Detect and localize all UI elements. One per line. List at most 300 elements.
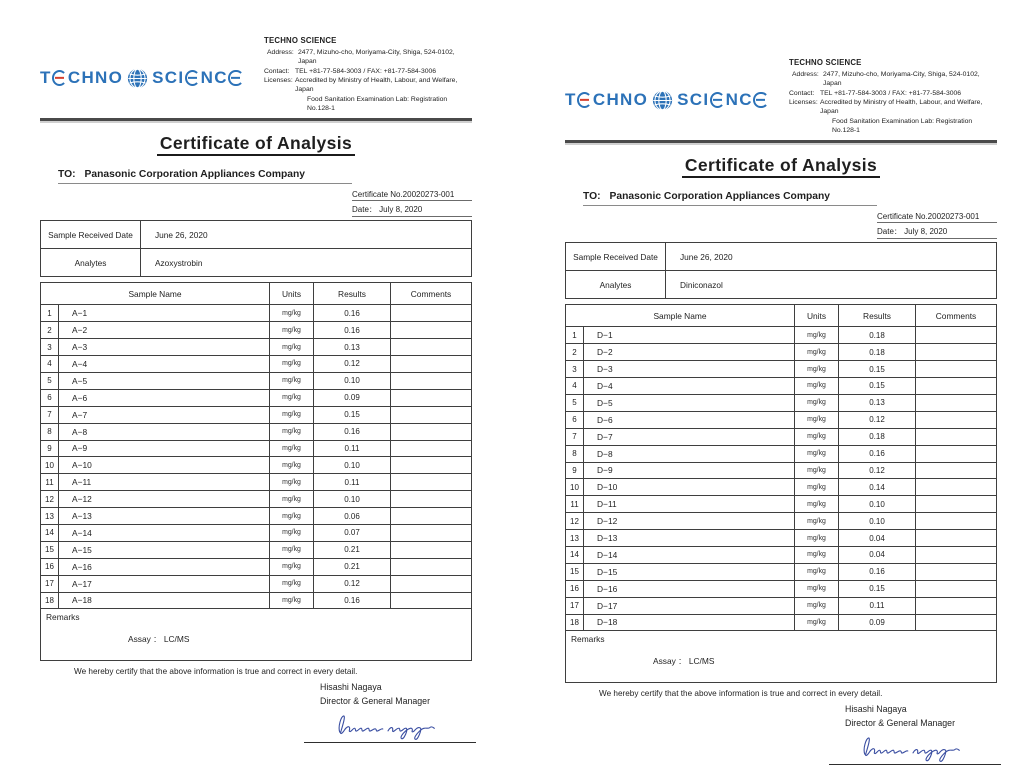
comment-cell	[916, 428, 997, 445]
units-cell: mg/kg	[270, 592, 314, 609]
result-cell: 0.21	[314, 558, 391, 575]
row-number: 9	[41, 440, 59, 457]
sample-name-cell: D−16	[584, 580, 795, 597]
units-cell: mg/kg	[795, 496, 839, 513]
result-cell: 0.15	[314, 406, 391, 423]
result-cell: 0.10	[314, 491, 391, 508]
sample-name-cell: A−16	[59, 558, 270, 575]
comment-cell	[916, 462, 997, 479]
row-number: 16	[566, 580, 584, 597]
sample-info-table	[40, 220, 472, 277]
licenses-label: Licenses:	[264, 76, 293, 84]
table-row	[566, 580, 997, 597]
header-rule	[40, 118, 472, 121]
table-row	[566, 462, 997, 479]
comment-cell	[391, 508, 472, 525]
techno-science-logo	[40, 43, 244, 113]
result-cell: 0.11	[314, 440, 391, 457]
header-comments: Comments	[916, 305, 997, 327]
table-row	[41, 305, 472, 322]
result-cell: 0.14	[839, 479, 916, 496]
table-row	[41, 541, 472, 558]
sample-name-cell: D−6	[584, 411, 795, 428]
comment-cell	[391, 575, 472, 592]
result-cell: 0.12	[314, 575, 391, 592]
sample-name-cell: A−12	[59, 491, 270, 508]
units-cell: mg/kg	[795, 327, 839, 344]
units-cell: mg/kg	[795, 479, 839, 496]
table-row	[41, 474, 472, 491]
result-cell: 0.16	[314, 592, 391, 609]
result-cell: 0.18	[839, 428, 916, 445]
table-row	[41, 406, 472, 423]
header-units: Units	[270, 283, 314, 305]
result-cell: 0.04	[839, 546, 916, 563]
units-cell: mg/kg	[795, 546, 839, 563]
result-cell: 0.16	[314, 322, 391, 339]
comment-cell	[391, 372, 472, 389]
sample-name-cell: D−11	[584, 496, 795, 513]
comment-cell	[391, 558, 472, 575]
remarks-box	[40, 609, 472, 661]
table-row	[41, 491, 472, 508]
table-row	[566, 361, 997, 378]
result-cell: 0.09	[314, 389, 391, 406]
sample-name-cell: A−18	[59, 592, 270, 609]
sample-name-cell: D−15	[584, 563, 795, 580]
comment-cell	[391, 322, 472, 339]
row-number: 3	[41, 339, 59, 356]
certificate-meta	[40, 187, 472, 217]
table-row	[566, 327, 997, 344]
table-row	[566, 428, 997, 445]
comment-cell	[916, 394, 997, 411]
result-cell: 0.15	[839, 580, 916, 597]
signer-title: Director & General Manager	[320, 696, 431, 707]
units-cell: mg/kg	[795, 361, 839, 378]
logo-epsilon-icon	[52, 70, 67, 86]
row-number: 10	[566, 479, 584, 496]
sample-info-table	[565, 242, 997, 299]
units-cell: mg/kg	[270, 474, 314, 491]
sample-name-cell: A−14	[59, 524, 270, 541]
to-label: TO:	[583, 191, 601, 203]
sample-name-cell: A−1	[59, 305, 270, 322]
sample-name-cell: D−17	[584, 597, 795, 614]
comment-cell	[916, 344, 997, 361]
row-number: 1	[41, 305, 59, 322]
table-row	[566, 479, 997, 496]
signer-title: Director & General Manager	[845, 718, 956, 729]
header-rule	[565, 140, 997, 143]
sample-name-cell: A−3	[59, 339, 270, 356]
info-row	[41, 249, 472, 277]
comment-cell	[391, 440, 472, 457]
units-cell: mg/kg	[270, 575, 314, 592]
result-cell: 0.06	[314, 508, 391, 525]
handwritten-signature-icon	[304, 712, 472, 742]
sample-name-cell: D−2	[584, 344, 795, 361]
comment-cell	[391, 592, 472, 609]
table-row	[41, 356, 472, 373]
signature	[829, 734, 1001, 765]
table-row	[41, 575, 472, 592]
comment-cell	[916, 597, 997, 614]
sample-name-cell: A−11	[59, 474, 270, 491]
header-sample-name: Sample Name	[566, 305, 795, 327]
table-row	[566, 445, 997, 462]
page-title: Certificate of Analysis	[40, 133, 472, 154]
result-cell: 0.18	[839, 344, 916, 361]
units-cell: mg/kg	[270, 406, 314, 423]
comment-cell	[916, 445, 997, 462]
letterhead-company: TECHNO SCIENCE	[264, 36, 337, 45]
units-cell: mg/kg	[795, 580, 839, 597]
comment-cell	[391, 305, 472, 322]
result-cell: 0.12	[839, 462, 916, 479]
row-number: 7	[566, 428, 584, 445]
letterhead	[40, 34, 472, 113]
row-number: 8	[41, 423, 59, 440]
header-units: Units	[795, 305, 839, 327]
logo-epsilon-icon	[185, 70, 200, 86]
units-cell: mg/kg	[795, 344, 839, 361]
result-cell: 0.10	[839, 513, 916, 530]
units-cell: mg/kg	[270, 558, 314, 575]
units-cell: mg/kg	[795, 445, 839, 462]
row-number: 1	[566, 327, 584, 344]
info-value: Azoxystrobin	[141, 249, 472, 277]
units-cell: mg/kg	[270, 541, 314, 558]
header-results: Results	[314, 283, 391, 305]
row-number: 14	[41, 524, 59, 541]
row-number: 18	[566, 614, 584, 631]
sample-name-cell: D−12	[584, 513, 795, 530]
units-cell: mg/kg	[270, 457, 314, 474]
row-number: 5	[566, 394, 584, 411]
row-number: 15	[41, 541, 59, 558]
globe-icon	[652, 90, 673, 111]
table-row	[41, 339, 472, 356]
units-cell: mg/kg	[270, 339, 314, 356]
logo-epsilon-icon	[228, 70, 243, 86]
table-row	[41, 457, 472, 474]
result-cell: 0.04	[839, 530, 916, 547]
sample-name-cell: A−7	[59, 406, 270, 423]
row-number: 4	[566, 378, 584, 395]
result-cell: 0.15	[839, 361, 916, 378]
remarks-label: Remarks	[571, 634, 605, 645]
licenses-value-2: Food Sanitation Examination Lab: Registration No.128-1	[307, 95, 448, 112]
table-row	[566, 394, 997, 411]
row-number: 13	[566, 530, 584, 547]
info-value: June 26, 2020	[666, 243, 997, 271]
units-cell: mg/kg	[270, 389, 314, 406]
remarks-assay: Assay ： LC/MS	[653, 656, 715, 667]
table-row	[566, 546, 997, 563]
comment-cell	[916, 580, 997, 597]
info-row	[566, 271, 997, 299]
result-cell: 0.09	[839, 614, 916, 631]
contact-label: Contact:	[789, 89, 815, 97]
units-cell: mg/kg	[795, 597, 839, 614]
units-cell: mg/kg	[795, 378, 839, 395]
row-number: 8	[566, 445, 584, 462]
result-cell: 0.16	[314, 423, 391, 440]
sample-name-cell: A−6	[59, 389, 270, 406]
comment-cell	[391, 524, 472, 541]
contact-label: Contact:	[264, 67, 290, 75]
comment-cell	[391, 356, 472, 373]
table-row	[566, 496, 997, 513]
info-label: Analytes	[566, 271, 666, 299]
table-row	[41, 592, 472, 609]
sample-name-cell: D−14	[584, 546, 795, 563]
sample-name-cell: D−13	[584, 530, 795, 547]
certify-statement: We hereby certify that the above information is true and correct in every detail.	[74, 667, 358, 677]
letterhead-contact-block	[264, 34, 472, 113]
sample-name-cell: D−3	[584, 361, 795, 378]
licenses-value: Accredited by Ministry of Health, Labour, and Welfare, Japan	[295, 76, 458, 94]
comment-cell	[916, 378, 997, 395]
comment-cell	[916, 614, 997, 631]
result-cell: 0.13	[839, 394, 916, 411]
logo-epsilon-icon	[710, 92, 725, 108]
certificate-number: Certificate No.20020273-001	[877, 212, 997, 223]
address-value: 2477, Mizuho-cho, Moriyama-City, Shiga, 524-0102, Japan	[823, 70, 980, 88]
row-number: 14	[566, 546, 584, 563]
sample-name-cell: A−8	[59, 423, 270, 440]
comment-cell	[391, 389, 472, 406]
units-cell: mg/kg	[270, 440, 314, 457]
certificate-date: Date： July 8, 2020	[877, 226, 997, 239]
sample-name-cell: A−4	[59, 356, 270, 373]
remarks-label: Remarks	[46, 612, 80, 623]
table-row	[566, 530, 997, 547]
logo-epsilon-icon	[753, 92, 768, 108]
sample-name-cell: D−7	[584, 428, 795, 445]
row-number: 7	[41, 406, 59, 423]
row-number: 15	[566, 563, 584, 580]
sample-name-cell: A−15	[59, 541, 270, 558]
comment-cell	[916, 411, 997, 428]
page-title: Certificate of Analysis	[565, 155, 997, 176]
info-value: June 26, 2020	[141, 221, 472, 249]
units-cell: mg/kg	[270, 423, 314, 440]
table-row	[41, 372, 472, 389]
row-number: 11	[566, 496, 584, 513]
address-value: 2477, Mizuho-cho, Moriyama-City, Shiga, 524-0102, Japan	[298, 48, 455, 66]
header-sample-name: Sample Name	[41, 283, 270, 305]
row-number: 12	[566, 513, 584, 530]
result-cell: 0.13	[314, 339, 391, 356]
contact-value: TEL +81-77-584-3003 / FAX: +81-77-584-3006	[820, 89, 962, 97]
logo-text: SCI	[677, 90, 710, 110]
remarks-assay: Assay ： LC/MS	[128, 634, 190, 645]
result-cell: 0.10	[314, 372, 391, 389]
letterhead-contact-block	[789, 56, 997, 135]
row-number: 17	[41, 575, 59, 592]
info-label: Sample Received Date	[566, 243, 666, 271]
certificate-page-diniconazol	[535, 0, 1031, 738]
result-cell: 0.10	[839, 496, 916, 513]
results-table	[40, 282, 472, 609]
result-cell: 0.21	[314, 541, 391, 558]
table-row	[41, 440, 472, 457]
logo-text: NC	[725, 90, 753, 110]
sample-name-cell: A−9	[59, 440, 270, 457]
logo-epsilon-icon	[577, 92, 592, 108]
result-cell: 0.15	[839, 378, 916, 395]
info-label: Analytes	[41, 249, 141, 277]
row-number: 2	[41, 322, 59, 339]
logo-text: SCI	[152, 68, 185, 88]
table-row	[566, 597, 997, 614]
recipient-line	[58, 169, 352, 184]
sample-name-cell: D−8	[584, 445, 795, 462]
sample-name-cell: D−10	[584, 479, 795, 496]
units-cell: mg/kg	[270, 305, 314, 322]
licenses-label: Licenses:	[789, 98, 818, 106]
result-cell: 0.16	[314, 305, 391, 322]
header-results: Results	[839, 305, 916, 327]
result-cell: 0.10	[314, 457, 391, 474]
sample-name-cell: A−2	[59, 322, 270, 339]
units-cell: mg/kg	[270, 491, 314, 508]
result-cell: 0.11	[314, 474, 391, 491]
row-number: 12	[41, 491, 59, 508]
units-cell: mg/kg	[270, 372, 314, 389]
comment-cell	[916, 496, 997, 513]
certify-statement: We hereby certify that the above information is true and correct in every detail.	[599, 689, 883, 699]
table-row	[566, 411, 997, 428]
table-row	[41, 558, 472, 575]
letterhead-company: TECHNO SCIENCE	[789, 58, 862, 67]
sample-name-cell: A−5	[59, 372, 270, 389]
info-label: Sample Received Date	[41, 221, 141, 249]
result-cell: 0.12	[839, 411, 916, 428]
logo-text: NC	[200, 68, 228, 88]
recipient-line	[583, 191, 877, 206]
row-number: 17	[566, 597, 584, 614]
row-number: 10	[41, 457, 59, 474]
certificate-meta	[565, 209, 997, 239]
result-cell: 0.18	[839, 327, 916, 344]
globe-icon	[127, 68, 148, 89]
letterhead	[565, 56, 997, 135]
result-cell: 0.16	[839, 563, 916, 580]
table-row	[566, 614, 997, 631]
certificate-number: Certificate No.20020273-001	[352, 190, 472, 201]
info-value: Diniconazol	[666, 271, 997, 299]
table-row	[41, 423, 472, 440]
logo-text: T	[40, 68, 52, 88]
signer-block	[320, 681, 472, 708]
units-cell: mg/kg	[795, 428, 839, 445]
sample-name-cell: A−10	[59, 457, 270, 474]
units-cell: mg/kg	[795, 411, 839, 428]
recipient-name: Panasonic Corporation Appliances Company	[609, 191, 831, 203]
row-number: 13	[41, 508, 59, 525]
units-cell: mg/kg	[270, 508, 314, 525]
comment-cell	[391, 541, 472, 558]
comment-cell	[391, 423, 472, 440]
result-cell: 0.11	[839, 597, 916, 614]
signer-block	[845, 703, 997, 730]
comment-cell	[916, 563, 997, 580]
row-number: 11	[41, 474, 59, 491]
sample-name-cell: D−9	[584, 462, 795, 479]
row-number: 4	[41, 356, 59, 373]
table-row	[566, 563, 997, 580]
units-cell: mg/kg	[270, 356, 314, 373]
comment-cell	[916, 479, 997, 496]
row-number: 9	[566, 462, 584, 479]
contact-value: TEL +81-77-584-3003 / FAX: +81-77-584-3006	[295, 67, 437, 75]
sample-name-cell: D−1	[584, 327, 795, 344]
certificate-date: Date： July 8, 2020	[352, 204, 472, 217]
units-cell: mg/kg	[795, 394, 839, 411]
to-label: TO:	[58, 169, 76, 181]
info-row	[566, 243, 997, 271]
table-row	[566, 513, 997, 530]
table-row	[41, 524, 472, 541]
comment-cell	[916, 327, 997, 344]
remarks-box	[565, 631, 997, 683]
results-table	[565, 304, 997, 631]
comment-cell	[391, 474, 472, 491]
row-number: 5	[41, 372, 59, 389]
row-number: 16	[41, 558, 59, 575]
table-row	[41, 389, 472, 406]
techno-science-logo	[565, 65, 769, 135]
sample-name-cell: D−18	[584, 614, 795, 631]
sample-name-cell: D−4	[584, 378, 795, 395]
comment-cell	[391, 406, 472, 423]
units-cell: mg/kg	[795, 513, 839, 530]
sample-name-cell: D−5	[584, 394, 795, 411]
logo-text: CHNO	[67, 68, 124, 88]
handwritten-signature-icon	[829, 734, 997, 764]
units-cell: mg/kg	[270, 322, 314, 339]
row-number: 6	[566, 411, 584, 428]
units-cell: mg/kg	[795, 530, 839, 547]
comment-cell	[916, 530, 997, 547]
result-cell: 0.12	[314, 356, 391, 373]
signer-name: Hisashi Nagaya	[320, 682, 382, 693]
address-label: Address:	[792, 70, 819, 78]
comment-cell	[916, 546, 997, 563]
units-cell: mg/kg	[795, 563, 839, 580]
units-cell: mg/kg	[795, 614, 839, 631]
table-row	[566, 378, 997, 395]
results-header-row	[41, 283, 472, 305]
row-number: 2	[566, 344, 584, 361]
licenses-value: Accredited by Ministry of Health, Labour, and Welfare, Japan	[820, 98, 983, 116]
units-cell: mg/kg	[795, 462, 839, 479]
comment-cell	[916, 361, 997, 378]
recipient-name: Panasonic Corporation Appliances Company	[84, 169, 306, 181]
units-cell: mg/kg	[270, 524, 314, 541]
address-label: Address:	[267, 48, 294, 56]
table-row	[566, 344, 997, 361]
table-row	[41, 508, 472, 525]
comment-cell	[391, 339, 472, 356]
row-number: 3	[566, 361, 584, 378]
logo-text: T	[565, 90, 577, 110]
comment-cell	[391, 457, 472, 474]
comment-cell	[916, 513, 997, 530]
